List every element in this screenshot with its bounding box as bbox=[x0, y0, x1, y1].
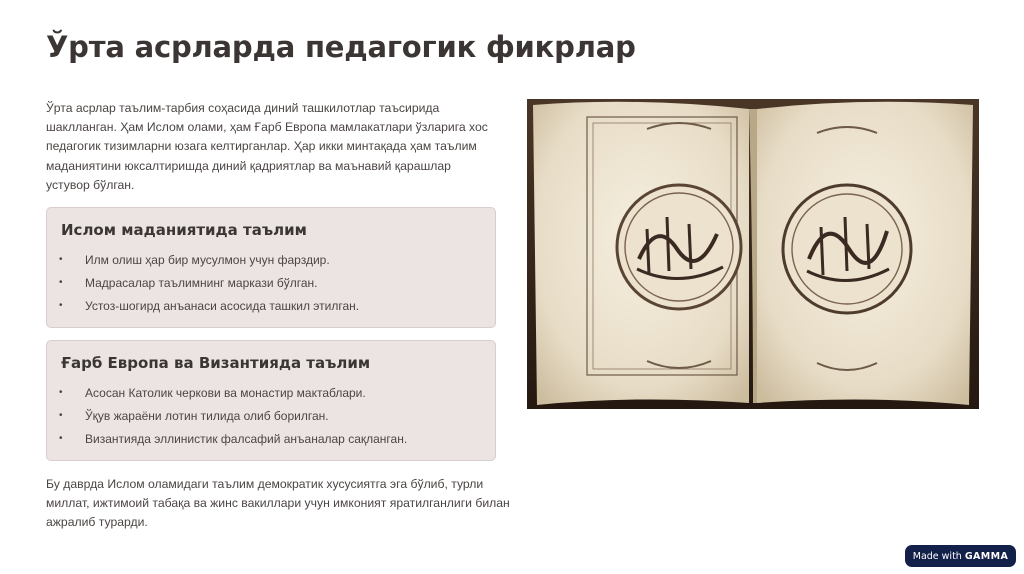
card-title: Ғарб Европа ва Византияда таълим bbox=[61, 354, 371, 372]
list-item: • Устоз-шогирд анъанаси асосида ташкил этилган. bbox=[59, 299, 360, 313]
made-with-gamma-badge[interactable] bbox=[905, 545, 1016, 567]
bullet-list bbox=[57, 253, 359, 322]
list-item: • Ўқув жараёни лотин тилида олиб борилган. bbox=[59, 409, 329, 423]
list-item: • Асосан Католик черкови ва монастир мактаблари. bbox=[59, 386, 366, 400]
page-title: Ўрта асрларда педагогик фикрлар bbox=[46, 30, 636, 64]
card-western-education bbox=[46, 340, 496, 461]
book-illustration bbox=[527, 99, 979, 409]
badge-prefix: Made with bbox=[912, 550, 962, 562]
card-title: Ислом маданиятида таълим bbox=[61, 221, 307, 239]
card-islamic-education bbox=[46, 207, 496, 328]
list-item: • Мадрасалар таълимнинг маркази бўлган. bbox=[59, 276, 318, 290]
intro-paragraph: Ўрта асрлар таълим-тарбия соҳасида диний ташкилотлар таъсирида шаклланган. Ҳам Ислом олами, ҳам Ғарб Европа мамлакатлари ўзларига хос педагогик тизимларни юзага келтирганлар. Ҳар икки минтақада ҳам таълим маданиятини юксалтиришда диний қадриятлар ва маънавий қарашлар устувор бўлган. bbox=[46, 101, 488, 192]
list-item: • Византияда эллинистик фалсафий анъаналар сақланган. bbox=[59, 432, 408, 446]
bullet-icon: • bbox=[59, 433, 63, 444]
bullet-icon: • bbox=[59, 277, 63, 288]
bullet-icon: • bbox=[59, 410, 63, 421]
outro-paragraph: Бу даврда Ислом оламидаги таълим демократик хусусиятга эга бўлиб, турли миллат, ижтимоий табақа ва жинс вакиллари учун имконият яратилганлиги билан ажралиб турарди. bbox=[46, 477, 510, 530]
gamma-logo: GAMMA bbox=[964, 550, 1009, 562]
list-item: • Илм олиш ҳар бир мусулмон учун фарздир. bbox=[59, 253, 330, 267]
bullet-list bbox=[57, 386, 407, 455]
open-book-calligraphy-image bbox=[527, 99, 979, 409]
bullet-icon: • bbox=[59, 387, 63, 398]
bullet-icon: • bbox=[59, 254, 63, 265]
bullet-icon: • bbox=[59, 300, 63, 311]
